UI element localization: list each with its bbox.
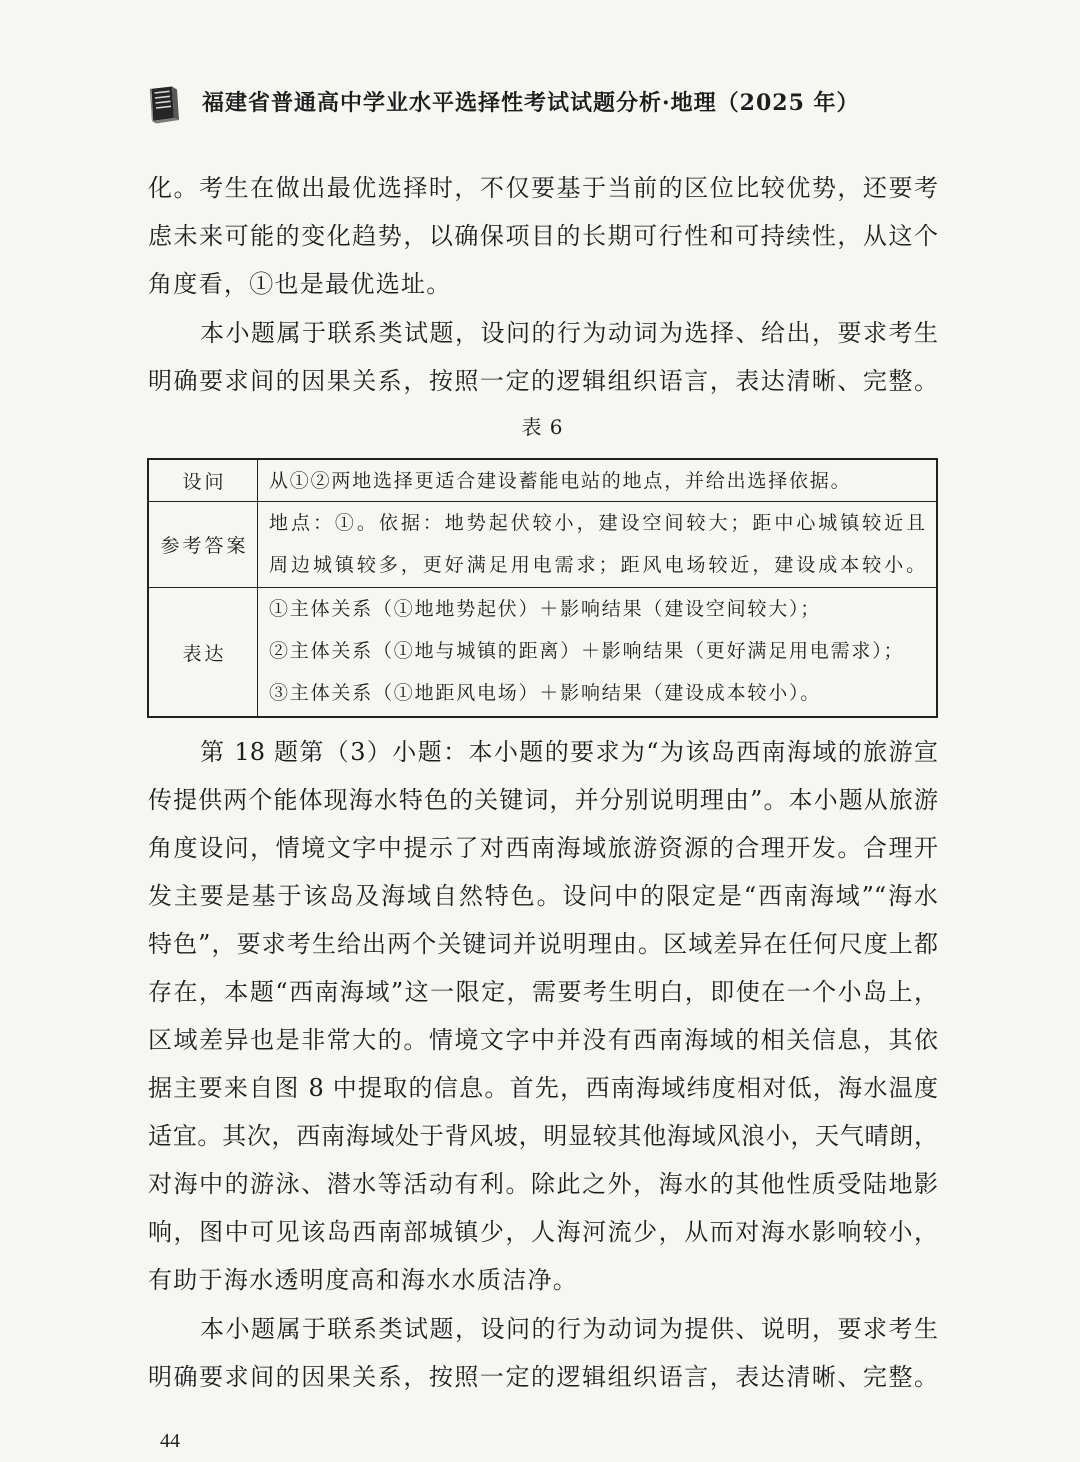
text-line: 明确要求间的因果关系，按照一定的逻辑组织语言，表达清晰、完整。 [148,1363,938,1391]
table-content-cell [258,460,936,502]
header-title: 福建省普通高中学业水平选择性考试试题分析·地理（2025 年） [202,90,860,116]
text-line: 明确要求间的因果关系，按照一定的逻辑组织语言，表达清晰、完整。 [148,367,938,395]
text-line: 第 18 题第（3）小题：本小题的要求为“为该岛西南海域的旅游宣 [200,738,938,766]
text-line: 传提供两个能体现海水特色的关键词，并分别说明理由”。本小题从旅游 [148,786,938,814]
table-text-line: 周边城镇较多，更好满足用电需求；距风电场较近，建设成本较小。 [269,554,927,576]
table-text-line: ①主体关系（①地地势起伏）＋影响结果（建设空间较大）； [269,598,822,620]
paragraph [148,309,938,405]
paragraph [148,728,938,1304]
text-line: 区域差异也是非常大的。情境文字中并没有西南海域的相关信息，其依 [148,1026,938,1054]
text-line: 角度设问，情境文字中提示了对西南海域旅游资源的合理开发。合理开 [148,834,938,862]
text-line: 对海中的游泳、潜水等活动有利。除此之外，海水的其他性质受陆地影 [148,1170,938,1198]
text-line: 本小题属于联系类试题，设问的行为动词为提供、说明，要求考生 [200,1315,938,1343]
text-line: 角度看，①也是最优选址。 [148,270,452,298]
paragraph [148,1305,938,1401]
text-line: 有助于海水透明度高和海水水质洁净。 [148,1266,579,1294]
text-line: 响，图中可见该岛西南部城镇少，人海河流少，从而对海水影响较小， [148,1218,938,1246]
text-line: 存在，本题“西南海域”这一限定，需要考生明白，即使在一个小岛上， [148,978,938,1006]
text-line: 发主要是基于该岛及海域自然特色。设问中的限定是“西南海域”“海水 [148,882,938,910]
text-line: 特色”，要求考生给出两个关键词并说明理由。区域差异在任何尺度上都 [148,930,938,958]
table-text-line: ③主体关系（①地距风电场）＋影响结果（建设成本较小）。 [269,682,822,704]
table-content-cell [258,502,936,588]
table-text-line: 从①②两地选择更适合建设蓄能电站的地点，并给出选择依据。 [269,470,852,492]
table-text-line: 地点：①。依据：地势起伏较小，建设空间较大；距中心城镇较近且 [269,512,927,534]
table [147,458,938,718]
text-line: 虑未来可能的变化趋势，以确保项目的长期可行性和可持续性，从这个 [148,222,938,250]
text-line: 适宜。其次，西南海域处于背风坡，明显较其他海域风浪小，天气晴朗， [148,1122,938,1150]
table-text-line: ②主体关系（①地与城镇的距离）＋影响结果（更好满足用电需求）； [269,640,905,662]
book-icon [146,84,180,124]
text-line: 本小题属于联系类试题，设问的行为动词为选择、给出，要求考生 [200,319,938,347]
table-label-cell: 设问 [149,460,258,502]
text-line: 化。考生在做出最优选择时，不仅要基于当前的区位比较优势，还要考 [148,174,938,202]
table-label-cell: 参考答案 [149,502,258,588]
table-caption: 表 6 [521,415,564,439]
table-label-cell: 表达 [149,588,258,716]
table-content-cell [258,588,936,716]
page-number: 44 [160,1430,180,1452]
text-line: 据主要来自图 8 中提取的信息。首先，西南海域纬度相对低，海水温度 [148,1074,938,1102]
paragraph [148,164,938,308]
